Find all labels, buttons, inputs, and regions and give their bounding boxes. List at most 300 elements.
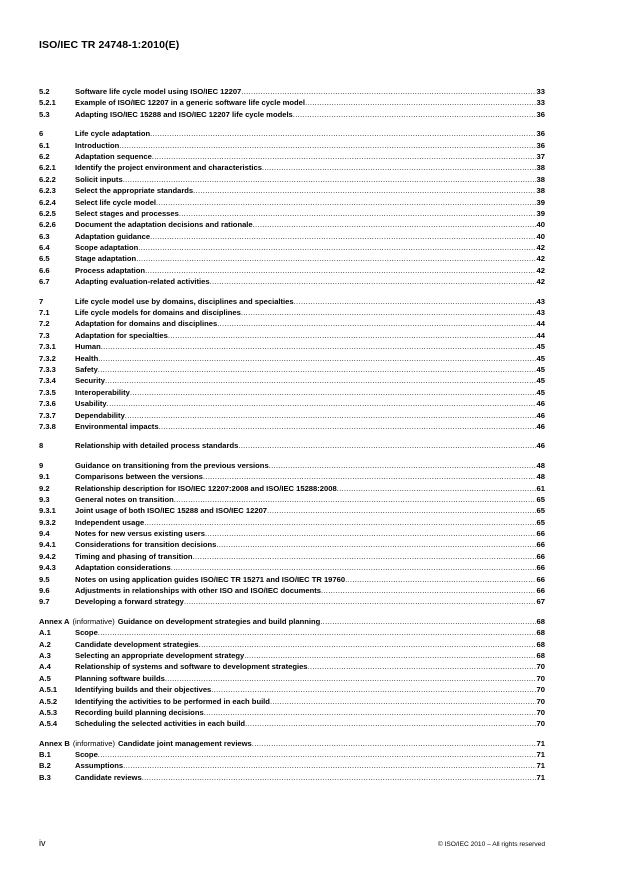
toc-entry-title-text: Candidate development strategies: [75, 639, 199, 649]
dot-leader: [144, 517, 535, 528]
toc-entry-title: [75, 140, 536, 151]
annex-label: Annex B: [39, 738, 70, 748]
dot-leader: [216, 539, 535, 550]
dot-leader: [123, 174, 536, 185]
toc-entry-title-text: Adapting evaluation-related activities: [75, 277, 210, 287]
toc-entry-title: [75, 242, 536, 253]
toc-entry-title: [75, 505, 536, 516]
toc-entry[interactable]: [39, 253, 545, 264]
toc-entry-number: A.5: [39, 673, 51, 683]
toc-entry-title-text: Life cycle adaptation: [75, 129, 151, 139]
toc-entry-title-text: Example of ISO/IEC 12207 in a generic software life cycle model: [75, 98, 306, 108]
toc-entry[interactable]: [39, 673, 545, 684]
toc-entry[interactable]: [39, 410, 545, 421]
toc-entry-title: [75, 318, 536, 329]
toc-entry-page: 68: [536, 616, 545, 626]
dot-leader: [294, 296, 536, 307]
toc-entry-number: 6.7: [39, 277, 50, 287]
toc-entry[interactable]: [39, 364, 545, 375]
toc-entry-number: 7.3.2: [39, 353, 56, 363]
toc-entry-page: 42: [536, 277, 545, 287]
toc-entry[interactable]: [39, 528, 545, 539]
dot-leader: [217, 318, 535, 329]
toc-entry-page: 66: [536, 563, 545, 573]
toc-entry-title-text: Recording build planning decisions: [75, 707, 204, 717]
toc-entry-number: 6.2.5: [39, 208, 56, 218]
toc-entry[interactable]: [39, 296, 545, 307]
toc-entry-page: 40: [536, 220, 545, 230]
toc-entry-title: [75, 341, 536, 352]
toc-entry-page: 71: [536, 738, 545, 748]
toc-entry-title-text: Identifying builds and their objectives: [75, 685, 212, 695]
toc-entry-page: 71: [536, 750, 545, 760]
toc-entry-title: [75, 421, 536, 432]
toc-entry-title-text: Scope: [75, 750, 98, 760]
toc-entry-page: 65: [536, 506, 545, 516]
toc-entry[interactable]: [39, 219, 545, 230]
toc-entry[interactable]: [39, 772, 545, 783]
dot-leader: [262, 162, 536, 173]
dot-leader: [150, 128, 535, 139]
toc-entry-title-text: Stage adaptation: [75, 254, 137, 264]
dot-leader: [253, 219, 536, 230]
toc-entry-number: A.3: [39, 650, 51, 660]
toc-entry-page: 70: [536, 662, 545, 672]
toc-entry[interactable]: [39, 128, 545, 139]
toc-entry[interactable]: [39, 387, 545, 398]
dot-leader: [193, 185, 535, 196]
toc-entry-title-text: Life cycle model use by domains, disciplines and specialties: [75, 296, 294, 306]
toc-entry-title: [75, 639, 536, 650]
dot-leader: [205, 528, 536, 539]
dot-leader: [321, 585, 536, 596]
toc-entry-title: [75, 596, 536, 607]
toc-entry-title: [75, 219, 536, 230]
toc-entry[interactable]: [39, 265, 545, 276]
toc-entry-page: 36: [536, 109, 545, 119]
toc-entry-number: 7.2: [39, 319, 50, 329]
toc-entry-title: [75, 483, 536, 494]
toc-entry[interactable]: [39, 760, 545, 771]
toc-entry-title-text: Select stages and processes: [75, 208, 179, 218]
toc-entry-title: [75, 627, 536, 638]
toc-entry-number: 7.3.8: [39, 421, 56, 431]
toc-entry-page: 70: [536, 673, 545, 683]
toc-entry-title: [75, 265, 536, 276]
toc-entry-page: 66: [536, 540, 545, 550]
toc-entry-title-text: Timing and phasing of transition: [75, 551, 193, 561]
toc-entry-title: [75, 471, 536, 482]
toc-entry-title: [75, 650, 536, 661]
toc-entry-title: [75, 517, 536, 528]
toc-entry[interactable]: [39, 307, 545, 318]
toc-entry-number: 8: [39, 441, 44, 451]
toc-entry-title-text: Usability: [75, 399, 107, 409]
dot-leader: [308, 661, 536, 672]
toc-entry-number: 7.3.1: [39, 342, 56, 352]
dot-leader: [203, 471, 536, 482]
toc-entry[interactable]: [39, 749, 545, 760]
toc-entry-title: [75, 208, 536, 219]
toc-entry-number: 9.3: [39, 494, 50, 504]
toc-entry-title: [75, 296, 536, 307]
toc-entry-title-text: Notes on using application guides ISO/IEC TR 15271 and ISO/IEC TR 19760: [75, 574, 346, 584]
toc-entry[interactable]: [39, 483, 545, 494]
toc-entry-title-text: Adaptation guidance: [75, 231, 151, 241]
toc-entry-page: 36: [536, 129, 545, 139]
dot-leader: [238, 440, 535, 451]
dot-leader: [156, 197, 536, 208]
toc-entry-number: 6.2: [39, 151, 50, 161]
toc-entry-title: [75, 387, 536, 398]
dot-leader: [107, 398, 536, 409]
toc-entry-title: [75, 772, 536, 783]
toc-entry-title-text: Select the appropriate standards: [75, 186, 194, 196]
toc-entry-title: [75, 539, 536, 550]
toc-entry-page: 66: [536, 574, 545, 584]
toc-entry-page: 45: [536, 353, 545, 363]
toc-entry-page: 38: [536, 163, 545, 173]
toc-entry[interactable]: [39, 551, 545, 562]
dot-leader: [152, 151, 536, 162]
dot-leader: [174, 494, 536, 505]
toc-entry-title: [75, 410, 536, 421]
toc-entry-page: 43: [536, 308, 545, 318]
toc-entry-number: 9.4.2: [39, 551, 56, 561]
toc-entry-number: 7.1: [39, 308, 50, 318]
toc-entry-page: 48: [536, 460, 545, 470]
dot-leader: [150, 231, 535, 242]
toc-entry-page: 65: [536, 517, 545, 527]
toc-entry-title: [75, 440, 536, 451]
toc-entry-title-text: Scope: [75, 628, 98, 638]
dot-leader: [252, 738, 536, 749]
toc-entry-title: [75, 276, 536, 287]
toc-entry[interactable]: [39, 140, 545, 151]
toc-entry-number: 9.4.1: [39, 540, 56, 550]
toc-entry-page: 68: [536, 628, 545, 638]
toc-entry-title: [75, 97, 536, 108]
toc-entry-page: 70: [536, 707, 545, 717]
toc-entry-page: 70: [536, 685, 545, 695]
toc-annex-b-heading[interactable]: [39, 738, 545, 749]
toc-entry-title: [75, 253, 536, 264]
toc-entry-page: 40: [536, 231, 545, 241]
dot-leader: [244, 650, 535, 661]
toc-entry[interactable]: [39, 650, 545, 661]
annex-label: Annex A: [39, 616, 70, 626]
toc-entry-page: 45: [536, 376, 545, 386]
toc-entry-title-text: Independent usage: [75, 517, 145, 527]
toc-entry-page: 45: [536, 387, 545, 397]
toc-entry-title: [75, 330, 536, 341]
toc-entry[interactable]: [39, 421, 545, 432]
dot-leader: [199, 639, 536, 650]
toc-entry[interactable]: [39, 494, 545, 505]
toc-entry-title: [75, 398, 536, 409]
toc-entry-title: [75, 162, 536, 173]
toc-entry[interactable]: [39, 208, 545, 219]
toc-entry-title-text: Safety: [75, 364, 98, 374]
toc-entry[interactable]: [39, 151, 545, 162]
annex-title: Guidance on development strategies and build planning: [117, 616, 321, 626]
toc-entry-number: 9: [39, 460, 44, 470]
toc-annex-a-heading[interactable]: [39, 616, 545, 627]
toc-entry-number: 6.1: [39, 140, 50, 150]
dot-leader: [98, 627, 536, 638]
toc-entry-title-text: Joint usage of both ISO/IEC 15288 and ISO/IEC 12207: [75, 506, 268, 516]
toc-entry[interactable]: [39, 639, 545, 650]
toc-entry-number: 5.2: [39, 87, 50, 96]
toc-entry-title: [75, 574, 536, 585]
toc-entry[interactable]: [39, 174, 545, 185]
toc-entry-title: [39, 738, 536, 749]
toc-entry[interactable]: [39, 707, 545, 718]
toc-entry-page: 67: [536, 597, 545, 607]
dot-leader: [269, 460, 536, 471]
toc-entry-number: 7.3: [39, 330, 50, 340]
toc-entry-title: [75, 109, 536, 120]
toc-entry-title: [75, 197, 536, 208]
dot-leader: [119, 140, 535, 151]
toc-entry-page: 44: [536, 330, 545, 340]
toc-entry-title-text: Developing a forward strategy: [75, 597, 184, 607]
toc-entry[interactable]: [39, 318, 545, 329]
dot-leader: [171, 562, 536, 573]
toc-entry-number: 6.2.3: [39, 186, 56, 196]
dot-leader: [136, 253, 535, 264]
toc-entry-title: [75, 231, 536, 242]
toc-entry-title-text: General notes on transition: [75, 494, 174, 504]
toc-entry[interactable]: [39, 398, 545, 409]
toc-entry-title: [75, 307, 536, 318]
annex-informative: (informative): [72, 616, 115, 626]
toc-entry-title: [75, 128, 536, 139]
dot-leader: [98, 364, 536, 375]
toc-entry-page: 37: [536, 151, 545, 161]
dot-leader: [125, 410, 536, 421]
toc-entry-title: [75, 696, 536, 707]
toc-entry[interactable]: [39, 460, 545, 471]
toc-entry-title-text: Relationship description for ISO/IEC 12207:2008 and ISO/IEC 15288:2008: [75, 483, 337, 493]
annex-title: Candidate joint management reviews: [118, 738, 252, 748]
toc-entry[interactable]: [39, 585, 545, 596]
dot-leader: [179, 208, 536, 219]
toc-entry-page: 71: [536, 761, 545, 771]
dot-leader: [98, 749, 536, 760]
toc-entry-title: [75, 760, 536, 771]
dot-leader: [105, 375, 536, 386]
toc-entry-page: 66: [536, 529, 545, 539]
toc-entry-number: 9.4.3: [39, 563, 56, 573]
toc-entry-title: [75, 86, 536, 97]
toc-entry[interactable]: [39, 330, 545, 341]
toc-entry-page: 38: [536, 186, 545, 196]
dot-leader: [130, 387, 536, 398]
toc-entry-page: 36: [536, 140, 545, 150]
toc-entry-page: 61: [536, 483, 545, 493]
toc-entry-page: 70: [536, 719, 545, 729]
toc-entry-title-text: Adjustments in relationships with other ISO and ISO/IEC documents: [75, 586, 321, 596]
dot-leader: [123, 760, 535, 771]
toc-entry[interactable]: [39, 661, 545, 672]
toc-entry-title: [75, 375, 536, 386]
toc-entry-title-text: Adaptation for specialties: [75, 330, 168, 340]
toc-entry-page: 43: [536, 296, 545, 306]
toc-entry-title: [75, 353, 536, 364]
toc-entry[interactable]: [39, 596, 545, 607]
toc-entry-title-text: Selecting an appropriate development strategy: [75, 650, 245, 660]
toc-entry-number: 9.6: [39, 586, 50, 596]
toc-entry-number: 9.7: [39, 597, 50, 607]
toc-entry[interactable]: [39, 574, 545, 585]
dot-leader: [211, 684, 535, 695]
dot-leader: [245, 718, 535, 729]
toc-entry[interactable]: [39, 109, 545, 120]
toc-entry-title-text: Process adaptation: [75, 265, 146, 275]
toc-entry-page: 42: [536, 265, 545, 275]
toc-entry-number: B.1: [39, 750, 51, 760]
dot-leader: [98, 353, 535, 364]
dot-leader: [210, 276, 536, 287]
toc-entry-title-text: Relationship with detailed process standards: [75, 441, 239, 451]
toc-entry-title-text: Identify the project environment and characteristics: [75, 163, 262, 173]
toc-entry-title: [75, 673, 536, 684]
toc-entry[interactable]: [39, 353, 545, 364]
toc-entry-title-text: Security: [75, 376, 105, 386]
toc-entry[interactable]: [39, 539, 545, 550]
toc-entry-title-text: Guidance on transitioning from the previous versions: [75, 460, 269, 470]
toc-entry-page: 70: [536, 696, 545, 706]
dot-leader: [241, 86, 535, 97]
toc-entry-title-text: Scheduling the selected activities in each build: [75, 719, 246, 729]
toc-entry[interactable]: [39, 97, 545, 108]
toc-entry-page: 66: [536, 586, 545, 596]
toc-entry[interactable]: [39, 562, 545, 573]
toc-entry-title-text: Introduction: [75, 140, 120, 150]
toc-entry[interactable]: [39, 440, 545, 451]
toc-entry-title-text: Relationship of systems and software to development strategies: [75, 662, 308, 672]
toc-entry-title-text: Adaptation considerations: [75, 563, 171, 573]
toc-entry-number: 6.2.6: [39, 220, 56, 230]
toc-entry-title-text: Environmental impacts: [75, 421, 159, 431]
toc-entry[interactable]: [39, 162, 545, 173]
dot-leader: [337, 483, 536, 494]
toc-entry-page: 42: [536, 243, 545, 253]
toc-entry-number: 7.3.7: [39, 410, 56, 420]
toc-entry-title: [75, 528, 536, 539]
toc-entry-title-text: Solicit inputs: [75, 174, 123, 184]
toc-entry-title-text: Adapting ISO/IEC 15288 and ISO/IEC 12207 life cycle models: [75, 109, 293, 119]
toc-entry-title: [75, 494, 536, 505]
toc-entry-title-text: Human: [75, 342, 101, 352]
toc-entry-title-text: Notes for new versus existing users: [75, 529, 205, 539]
dot-leader: [101, 341, 536, 352]
toc-entry-number: 9.2: [39, 483, 50, 493]
toc-entry[interactable]: [39, 517, 545, 528]
toc-entry-number: 9.3.1: [39, 506, 56, 516]
dot-leader: [305, 97, 536, 108]
toc-entry[interactable]: [39, 375, 545, 386]
dot-leader: [345, 574, 535, 585]
toc-entry-number: 9.3.2: [39, 517, 56, 527]
dot-leader: [159, 421, 536, 432]
toc-entry-title: [75, 707, 536, 718]
toc-entry[interactable]: [39, 185, 545, 196]
toc-entry-title-text: Life cycle models for domains and disciplines: [75, 308, 241, 318]
document-header: ISO/IEC TR 24748-1:2010(E): [39, 39, 180, 51]
toc-entry-number: A.5.4: [39, 719, 58, 729]
dot-leader: [145, 265, 535, 276]
toc-entry-number: 6.2.1: [39, 163, 56, 173]
page-footer: [39, 838, 545, 848]
toc-entry[interactable]: [39, 627, 545, 638]
dot-leader: [168, 330, 536, 341]
dot-leader: [204, 707, 536, 718]
dot-leader: [241, 307, 536, 318]
toc-entry-title-text: Document the adaptation decisions and rationale: [75, 220, 253, 230]
toc-main-entries: [39, 86, 545, 608]
toc-entry[interactable]: [39, 86, 545, 97]
toc-entry-title-text: Identifying the activities to be performed in each build: [75, 696, 270, 706]
toc-entry-title: [75, 684, 536, 695]
toc-entry-title: [75, 562, 536, 573]
toc-entry-number: 6.5: [39, 254, 50, 264]
toc-entry-number: 5.3: [39, 109, 50, 119]
dot-leader: [267, 505, 536, 516]
toc-entry-number: 6.2.4: [39, 197, 56, 207]
toc-entry-number: 6.2.2: [39, 174, 56, 184]
toc-entry-title: [75, 551, 536, 562]
toc-entry-page: 44: [536, 319, 545, 329]
toc-entry-title: [75, 364, 536, 375]
toc-entry[interactable]: [39, 471, 545, 482]
toc-entry-number: A.5.2: [39, 696, 58, 706]
toc-entry[interactable]: [39, 684, 545, 695]
toc-entry[interactable]: [39, 276, 545, 287]
toc-entry-number: 7.3.5: [39, 387, 56, 397]
toc-entry[interactable]: [39, 231, 545, 242]
toc-entry[interactable]: [39, 242, 545, 253]
toc-entry-number: 9.1: [39, 472, 50, 482]
toc-entry-title-text: Interoperability: [75, 387, 130, 397]
toc-entry-title-text: Dependability: [75, 410, 125, 420]
annex-informative: (informative): [72, 738, 116, 748]
toc-entry-number: 5.2.1: [39, 98, 56, 108]
toc-entry-number: 7.3.6: [39, 399, 56, 409]
toc-entry[interactable]: [39, 718, 545, 729]
toc-entry-number: 9.5: [39, 574, 50, 584]
toc-entry-page: 33: [536, 98, 545, 108]
toc-entry-title: [75, 661, 536, 672]
toc-entry-title-text: Planning software builds: [75, 673, 165, 683]
dot-leader: [293, 109, 536, 120]
toc-entry-page: 46: [536, 399, 545, 409]
toc-entry-page: 46: [536, 421, 545, 431]
toc-entry[interactable]: [39, 341, 545, 352]
toc-entry[interactable]: [39, 505, 545, 516]
toc-entry-page: 66: [536, 551, 545, 561]
toc-entry-number: A.2: [39, 639, 51, 649]
toc-entry[interactable]: [39, 197, 545, 208]
toc-entry[interactable]: [39, 696, 545, 707]
table-of-contents: [39, 86, 545, 783]
toc-entry-page: 42: [536, 254, 545, 264]
toc-entry-page: 38: [536, 174, 545, 184]
toc-entry-page: 46: [536, 441, 545, 451]
toc-entry-title: [75, 718, 536, 729]
dot-leader: [138, 242, 535, 253]
